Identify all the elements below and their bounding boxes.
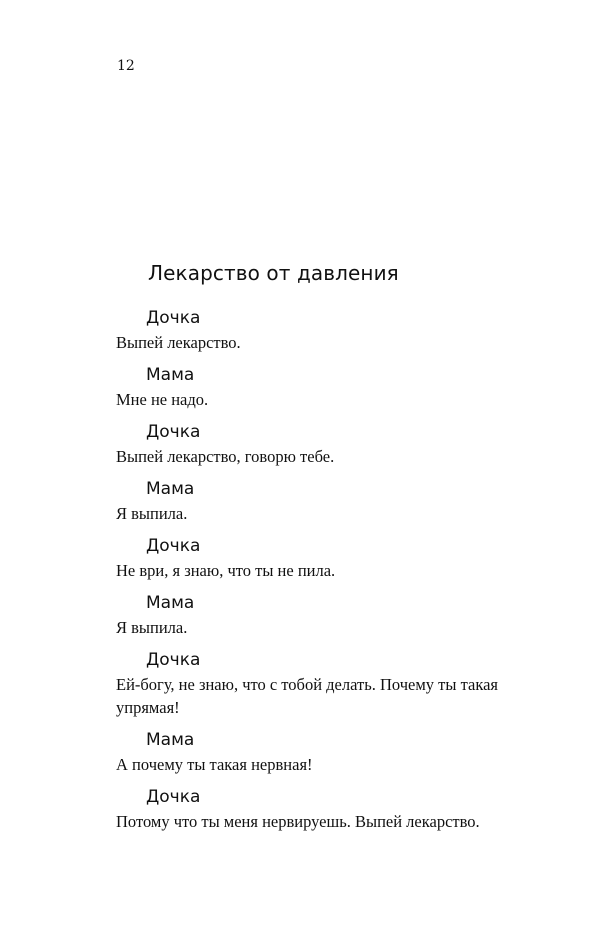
speaker-name: Мама xyxy=(146,479,195,499)
replica-4 xyxy=(116,477,546,525)
replica-1 xyxy=(116,306,546,354)
replica-text: Потому что ты меня нервируешь. Выпей лекарство. xyxy=(116,812,480,831)
page-number: 12 xyxy=(117,58,135,74)
replica-text: Не ври, я знаю, что ты не пила. xyxy=(116,561,336,580)
replica-text: Мне не надо. xyxy=(116,390,209,409)
speaker-name: Мама xyxy=(146,593,195,613)
speaker-name: Дочка xyxy=(146,787,201,807)
replica-9 xyxy=(116,785,546,833)
replica-text: Выпей лекарство, говорю тебе. xyxy=(116,447,335,466)
dialogue xyxy=(116,306,546,842)
replica-2 xyxy=(116,363,546,411)
speaker-name: Мама xyxy=(146,365,195,385)
replica-text: Я выпила. xyxy=(116,504,188,523)
replica-text: Ей-богу, не знаю, что с тобой делать. Почему ты такая упрямая! xyxy=(116,675,498,717)
speaker-name: Дочка xyxy=(146,422,201,442)
speaker-name: Мама xyxy=(146,730,195,750)
replica-3 xyxy=(116,420,546,468)
speaker-name: Дочка xyxy=(146,536,201,556)
replica-6 xyxy=(116,591,546,639)
replica-text: Выпей лекарство. xyxy=(116,333,241,352)
replica-text: Я выпила. xyxy=(116,618,188,637)
replica-text: А почему ты такая нервная! xyxy=(116,755,313,774)
speaker-name: Дочка xyxy=(146,650,201,670)
replica-7 xyxy=(116,648,546,719)
play-title: Лекарство от давления xyxy=(148,261,399,285)
replica-5 xyxy=(116,534,546,582)
speaker-name: Дочка xyxy=(146,308,201,328)
replica-8 xyxy=(116,728,546,776)
